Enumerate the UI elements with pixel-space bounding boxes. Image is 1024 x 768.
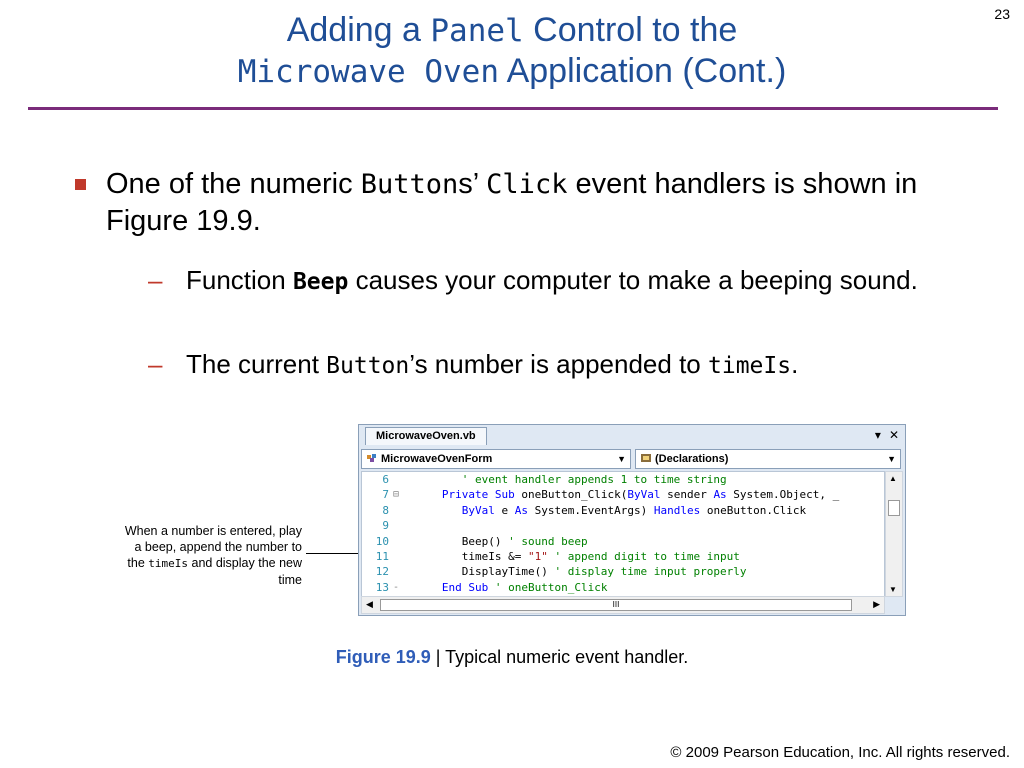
code-line[interactable] (362, 564, 884, 579)
chevron-down-icon: ▼ (617, 454, 626, 464)
keyword-token: As (514, 503, 528, 517)
declarations-icon (640, 451, 652, 461)
text-run: One of the numeric (106, 168, 361, 200)
horizontal-scrollbar[interactable] (361, 596, 885, 614)
fold-toggle-icon[interactable]: ⊟ (393, 489, 400, 501)
callout-leader-line (306, 553, 356, 554)
keyword-token: Private Sub (441, 488, 515, 502)
code-token: oneButton.Click (700, 503, 807, 517)
comment-token: ' oneButton_Click (494, 580, 608, 594)
comment-token: ' sound beep (508, 534, 588, 548)
code-token: timeIs &= (422, 550, 528, 563)
code-text (422, 472, 727, 487)
dash-bullet: – (148, 349, 163, 379)
dash-bullet: – (148, 265, 163, 295)
code-line[interactable] (362, 549, 884, 564)
text-run: The current (186, 349, 327, 379)
bullet-text (106, 166, 1000, 240)
tab-dropdown-icon[interactable]: ▾ (874, 428, 881, 442)
code-text (422, 503, 806, 518)
code-text (422, 487, 839, 502)
code-run: timeIs (148, 557, 189, 570)
bullet-square-icon (75, 179, 86, 190)
class-name-dropdown[interactable] (361, 449, 631, 469)
method-name-dropdown[interactable] (635, 449, 901, 469)
slide-title (0, 10, 1024, 92)
code-run: Button (326, 353, 410, 379)
title-divider (28, 107, 998, 110)
keyword-token: ByVal (461, 503, 495, 517)
code-line[interactable] (362, 580, 884, 595)
text-run: causes your computer to make a beeping sound. (348, 265, 918, 295)
bullet-item (80, 166, 1000, 240)
figure-caption (0, 647, 1024, 668)
code-run: Click (486, 169, 568, 200)
close-icon[interactable]: ✕ (888, 428, 899, 442)
code-editor-window (358, 424, 906, 616)
title-line-2 (0, 51, 1024, 92)
line-number: 11 (375, 550, 389, 563)
keyword-token: Handles (653, 503, 701, 517)
text-run: Function (186, 265, 293, 295)
comment-token: ' append digit to time input (554, 550, 740, 563)
code-line[interactable] (362, 472, 884, 487)
code-token: e (494, 503, 515, 517)
code-run: Beep (292, 269, 349, 295)
class-icon (366, 451, 378, 461)
chevron-down-icon: ▼ (887, 454, 896, 464)
code-token: sender (660, 488, 714, 502)
text-run: ’s number is appended to (409, 349, 708, 379)
code-line[interactable] (362, 534, 884, 549)
code-text (422, 534, 588, 549)
line-number: 12 (375, 565, 389, 579)
keyword-token: ByVal (627, 488, 661, 502)
code-run: Button (360, 169, 459, 200)
scroll-thumb[interactable] (888, 500, 900, 516)
code-area[interactable] (361, 471, 885, 597)
code-token: System.Object, _ (726, 488, 840, 502)
code-token (422, 488, 442, 501)
scroll-down-icon[interactable]: ▼ (889, 585, 897, 594)
title-text: Adding a (286, 11, 431, 49)
comment-token: ' event handler appends 1 to time string (422, 473, 727, 486)
code-token (422, 504, 462, 517)
line-number: 10 (375, 534, 389, 548)
scroll-thumb-horizontal[interactable]: III (380, 599, 852, 611)
text-run: When a number is entered, play a beep, append the number to the (124, 524, 302, 570)
code-run: timeIs (708, 353, 792, 379)
text-run: s’ (458, 168, 487, 200)
tab-buttons (867, 427, 899, 443)
code-text (422, 549, 740, 564)
line-number: 8 (382, 503, 389, 517)
sub-bullet-item (148, 264, 998, 298)
text-run: event handlers is shown in Figure 19.9. (106, 168, 918, 237)
text-run: . (791, 349, 799, 379)
title-code: Panel (430, 13, 524, 49)
code-text (422, 580, 607, 595)
sub-bullet-item (148, 348, 998, 382)
sub-bullet-text (186, 348, 998, 382)
line-number: 6 (382, 473, 389, 486)
title-text: Control to the (523, 11, 738, 49)
code-line[interactable] (362, 503, 884, 518)
scroll-left-icon[interactable]: ◀ (366, 599, 373, 609)
figure-callout (118, 523, 302, 588)
page-number: 23 (994, 6, 1010, 22)
dropdown-value: MicrowaveOvenForm (381, 453, 493, 465)
fold-toggle-icon[interactable]: - (393, 581, 400, 593)
line-number: 7 (382, 488, 389, 502)
title-code: Microwave Oven (237, 54, 500, 90)
comment-token: ' display time input properly (554, 565, 747, 579)
code-token (422, 581, 442, 594)
figure-label: Figure 19.9 (335, 647, 431, 667)
caption-text: | Typical numeric event handler. (430, 647, 689, 667)
code-token (488, 581, 495, 594)
text-run: and display the new time (188, 556, 302, 587)
keyword-token: As (713, 488, 727, 502)
code-token: DisplayTime() (422, 565, 555, 579)
string-token: "1" (527, 550, 548, 563)
editor-tab[interactable]: MicrowaveOven.vb (365, 427, 487, 445)
code-token: System.EventArgs) (528, 503, 654, 517)
navigation-bar (361, 449, 901, 469)
sub-bullet-text (186, 264, 998, 298)
line-number: 9 (382, 519, 389, 533)
code-line[interactable] (362, 518, 884, 533)
dropdown-value: (Declarations) (655, 453, 729, 465)
title-text: Application (Cont.) (499, 52, 787, 90)
code-token: Beep() (422, 534, 509, 548)
line-number: 13 (375, 580, 389, 594)
keyword-token: End Sub (441, 580, 489, 594)
code-text (422, 564, 747, 579)
code-line[interactable] (362, 487, 884, 502)
scroll-right-icon[interactable]: ▶ (873, 599, 880, 609)
copyright-footer: © 2009 Pearson Education, Inc. All rights reserved. (670, 744, 1010, 761)
code-token: oneButton_Click( (514, 488, 628, 502)
vertical-scrollbar[interactable] (885, 471, 903, 597)
scroll-up-icon[interactable]: ▲ (889, 474, 897, 483)
title-line-1 (0, 10, 1024, 51)
